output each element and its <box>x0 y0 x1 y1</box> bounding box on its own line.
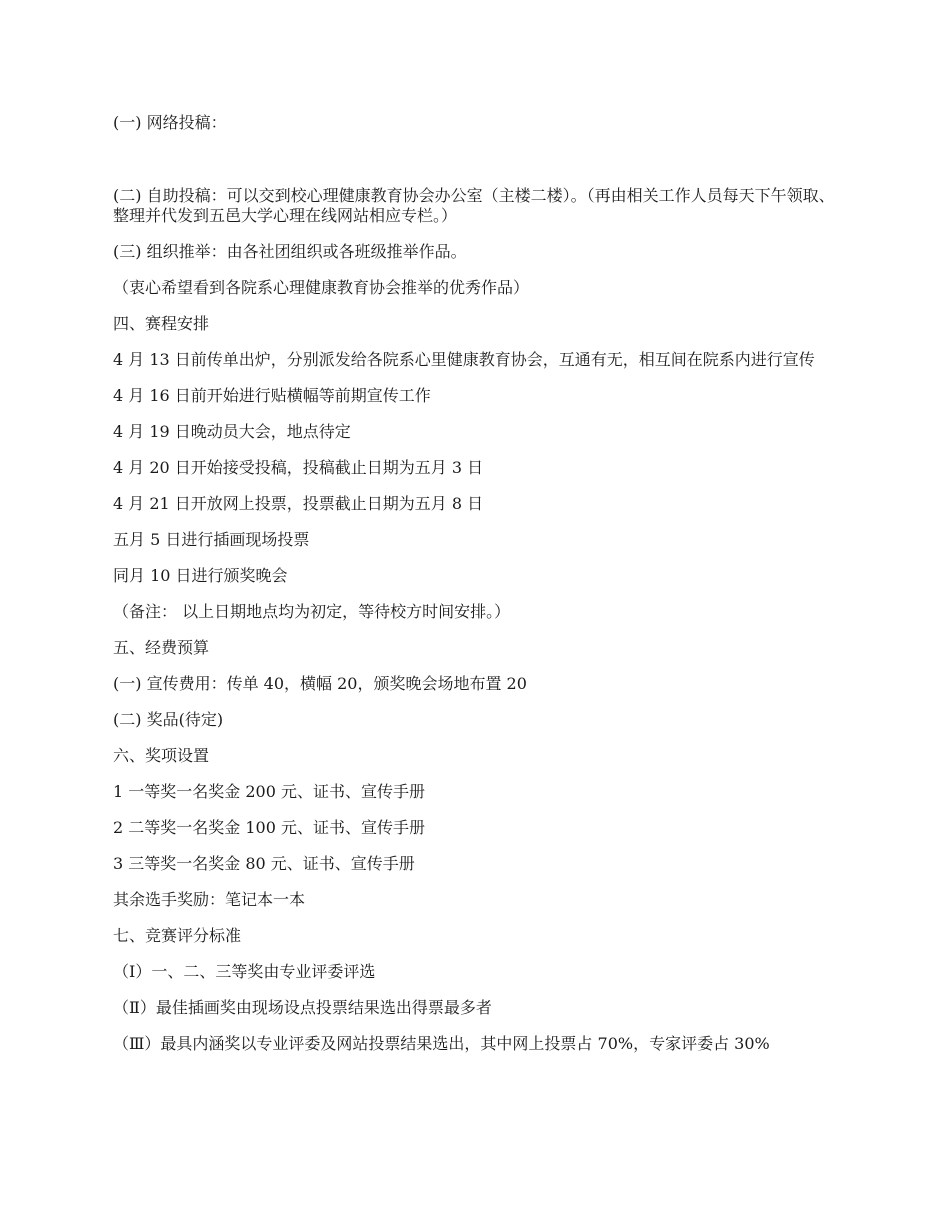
paragraph-budget-publicity: (一) 宣传费用：传单 40，横幅 20，颁奖晚会场地布置 20 <box>113 674 527 693</box>
heading-schedule: 四、赛程安排 <box>113 314 210 333</box>
paragraph-schedule-may5: 五月 5 日进行插画现场投票 <box>113 530 310 549</box>
paragraph-criteria-2: （Ⅱ）最佳插画奖由现场设点投票结果选出得票最多者 <box>113 998 492 1017</box>
paragraph-budget-prizes: (二) 奖品(待定) <box>113 710 224 729</box>
paragraph-online-submission: (一) 网络投稿： <box>113 113 227 132</box>
paragraph-schedule-apr16: 4 月 16 日前开始进行贴横幅等前期宣传工作 <box>113 386 431 405</box>
paragraph-criteria-1: （Ⅰ）一、二、三等奖由专业评委评选 <box>113 962 376 981</box>
paragraph-schedule-remark: （备注： 以上日期地点均为初定，等待校方时间安排。） <box>113 602 511 621</box>
paragraph-award-others: 其余选手奖励：笔记本一本 <box>113 890 306 909</box>
paragraph-organization-recommend: (三) 组织推举：由各社团组织或各班级推举作品。 <box>113 242 467 261</box>
paragraph-award-second: 2 二等奖一名奖金 100 元、证书、宣传手册 <box>113 818 425 837</box>
paragraph-schedule-10th: 同月 10 日进行颁奖晚会 <box>113 566 288 585</box>
paragraph-award-third: 3 三等奖一名奖金 80 元、证书、宣传手册 <box>113 854 415 873</box>
paragraph-schedule-apr13: 4 月 13 日前传单出炉，分别派发给各院系心里健康教育协会，互通有无，相互间在院系内进行宣传 <box>113 350 815 369</box>
paragraph-schedule-apr19: 4 月 19 日晚动员大会，地点待定 <box>113 422 351 441</box>
paragraph-schedule-apr20: 4 月 20 日开始接受投稿，投稿截止日期为五月 3 日 <box>113 458 484 477</box>
paragraph-self-submission: (二) 自助投稿：可以交到校心理健康教育协会办公室（主楼二楼）。（再由相关工作人员每天下午领取、整理并代发到五邑大学心理在线网站相应专栏。） <box>113 186 835 225</box>
paragraph-hope-note: （衷心希望看到各院系心理健康教育协会推举的优秀作品） <box>113 278 530 297</box>
paragraph-award-first: 1 一等奖一名奖金 200 元、证书、宣传手册 <box>113 782 425 801</box>
paragraph-schedule-apr21: 4 月 21 日开放网上投票，投票截止日期为五月 8 日 <box>113 494 484 513</box>
heading-awards: 六、奖项设置 <box>113 746 210 765</box>
heading-budget: 五、经费预算 <box>113 638 210 657</box>
heading-criteria: 七、竞赛评分标准 <box>113 926 242 945</box>
paragraph-criteria-3: （Ⅲ）最具内涵奖以专业评委及网站投票结果选出，其中网上投票占 70%，专家评委占 30% <box>113 1034 770 1053</box>
document-body <box>113 113 840 1054</box>
